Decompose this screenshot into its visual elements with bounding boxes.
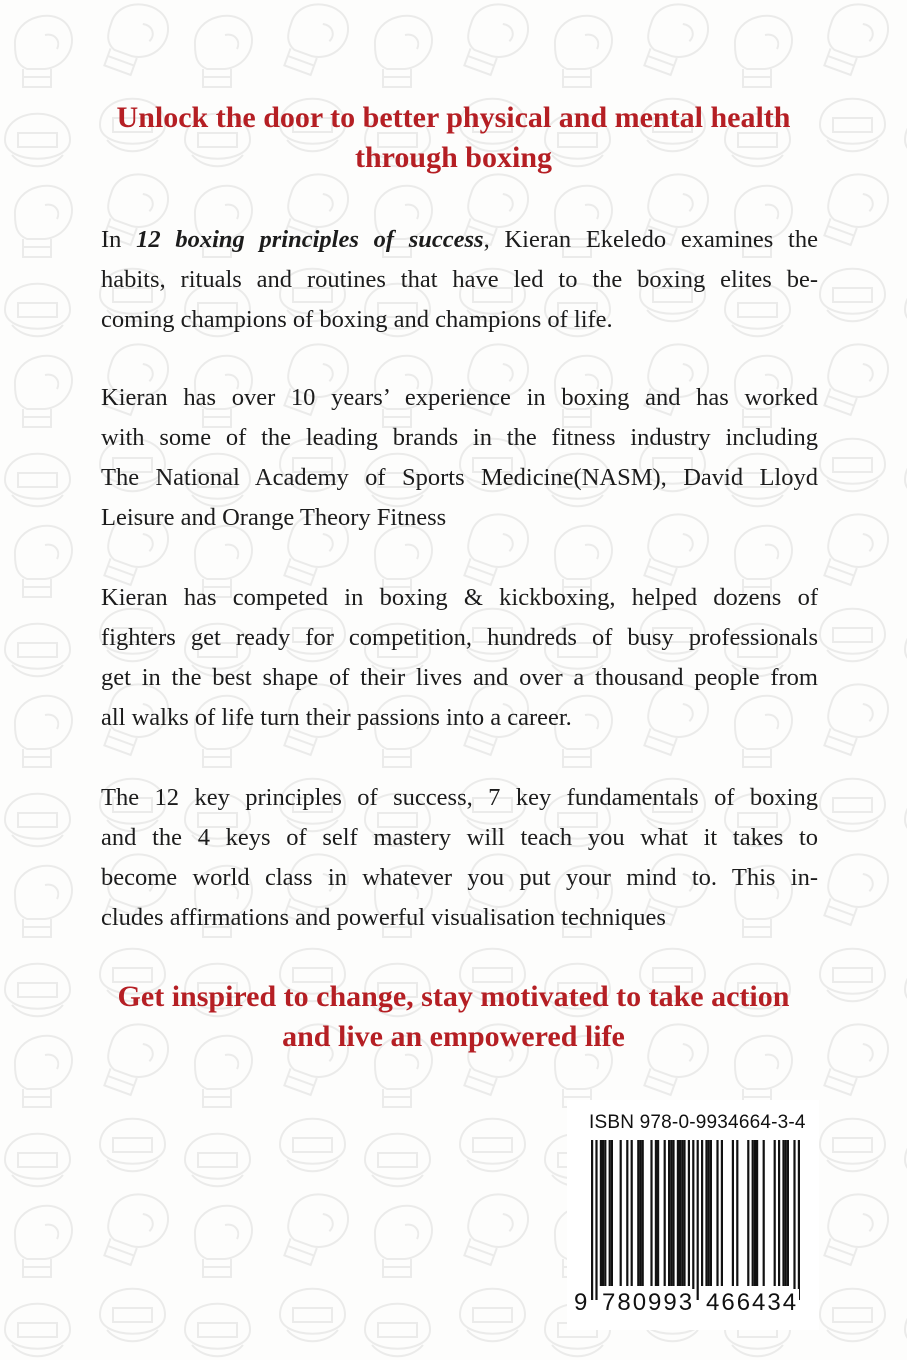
barcode-bar	[752, 1140, 754, 1286]
experience-line2: with some of the leading brands in the fitness industry including	[101, 424, 818, 451]
tagline-top-line1: Unlock the door to better physical and mental health	[116, 101, 791, 134]
book-summary-paragraph	[101, 220, 818, 340]
barcode-bar	[672, 1140, 674, 1286]
barcode-bar	[754, 1140, 756, 1286]
barcode-bar	[756, 1140, 758, 1286]
barcode-bar	[681, 1140, 683, 1286]
principles-line4: cludes affirmations and powerful visualisation techniques	[101, 904, 666, 931]
achievements-paragraph	[101, 578, 818, 738]
isbn-barcode	[567, 1100, 819, 1330]
barcode-bar	[708, 1140, 710, 1286]
achievements-line3: get in the best shape of their lives and over a thousand people from	[101, 664, 818, 691]
barcode-bar	[787, 1140, 789, 1286]
barcode-bar	[655, 1140, 657, 1286]
book-title: 12 boxing principles of success	[136, 226, 484, 253]
barcode-bar	[697, 1140, 699, 1300]
barcode-bar	[774, 1140, 776, 1286]
barcode-bar	[679, 1140, 681, 1286]
barcode-bar	[637, 1140, 639, 1286]
principles-line1: The 12 key principles of success, 7 key fundamentals of boxing	[101, 784, 818, 811]
barcode-bar	[631, 1140, 633, 1286]
experience-line1: Kieran has over 10 years’ experience in boxing and has worked	[101, 384, 818, 411]
barcode-bar	[732, 1140, 734, 1286]
barcode-bar	[716, 1140, 718, 1286]
barcode-bar	[626, 1140, 628, 1286]
barcode-bar	[793, 1140, 795, 1300]
tagline-bottom-line1: Get inspired to change, stay motivated to take action	[117, 980, 790, 1013]
barcode-bar	[609, 1140, 611, 1286]
barcode-bar	[710, 1140, 712, 1286]
barcode-digit-group1: 780993	[602, 1289, 695, 1316]
barcode-digits	[567, 1289, 819, 1319]
barcode-bar	[721, 1140, 723, 1286]
summary-intro: In	[101, 226, 137, 253]
achievements-line1: Kieran has competed in boxing & kickboxing, helped dozens of	[101, 584, 818, 611]
summary-line1	[101, 220, 818, 260]
experience-line3: The National Academy of Sports Medicine(NASM), David Lloyd	[101, 464, 818, 491]
barcode-bar	[736, 1140, 738, 1286]
principles-line3: become world class in whatever you put your mind to. This in-	[101, 864, 818, 891]
summary-line3: coming champions of boxing and champions of life.	[101, 306, 613, 333]
tagline-top-line2: through boxing	[354, 141, 553, 174]
tagline-bottom	[60, 977, 847, 1057]
barcode-bar	[670, 1140, 672, 1286]
experience-line4: Leisure and Orange Theory Fitness	[101, 504, 447, 531]
barcode-digit-first: 9	[574, 1289, 588, 1316]
tagline-bottom-line2: and live an empowered life	[282, 1020, 625, 1053]
barcode-digit-group2: 466434	[706, 1289, 799, 1316]
summary-line1-rest: , Kieran Ekeledo examines the	[483, 226, 818, 253]
barcode-bar	[668, 1140, 670, 1286]
barcode-bars	[577, 1140, 813, 1300]
barcode-bar	[778, 1140, 780, 1286]
tagline-top	[60, 98, 847, 178]
summary-line2: habits, rituals and routines that have led to the boxing elites be-	[101, 266, 818, 293]
barcode-bar	[747, 1140, 749, 1286]
barcode-bar	[620, 1140, 622, 1286]
barcode-bar	[595, 1140, 597, 1300]
barcode-bar	[692, 1140, 694, 1300]
barcode-bar	[639, 1140, 641, 1286]
barcode-bar	[664, 1140, 666, 1286]
barcode-bar	[611, 1140, 613, 1286]
achievements-line2: fighters get ready for competition, hundreds of busy professionals	[101, 624, 818, 651]
barcode-bar	[705, 1140, 707, 1286]
barcode-bar	[785, 1140, 787, 1286]
barcode-bar	[650, 1140, 652, 1286]
barcode-bar	[763, 1140, 765, 1286]
barcode-bar	[683, 1140, 685, 1286]
barcode-bar	[782, 1140, 784, 1286]
barcode-bar	[701, 1140, 703, 1286]
achievements-line4: all walks of life turn their passions into a career.	[101, 704, 572, 731]
barcode-bar	[602, 1140, 604, 1286]
barcode-bar	[657, 1140, 659, 1286]
barcode-bar	[688, 1140, 690, 1286]
experience-paragraph	[101, 378, 818, 538]
barcode-bar	[591, 1140, 593, 1300]
barcode-bar	[798, 1140, 800, 1300]
barcode-bar	[604, 1140, 606, 1286]
barcode-bar	[677, 1140, 679, 1286]
principles-paragraph	[101, 778, 818, 938]
barcode-bar	[600, 1140, 602, 1286]
barcode-bar	[642, 1140, 644, 1286]
isbn-label: ISBN 978-0-9934664-3-4	[589, 1112, 806, 1133]
principles-line2: and the 4 keys of self mastery will teach you what it takes to	[101, 824, 818, 851]
